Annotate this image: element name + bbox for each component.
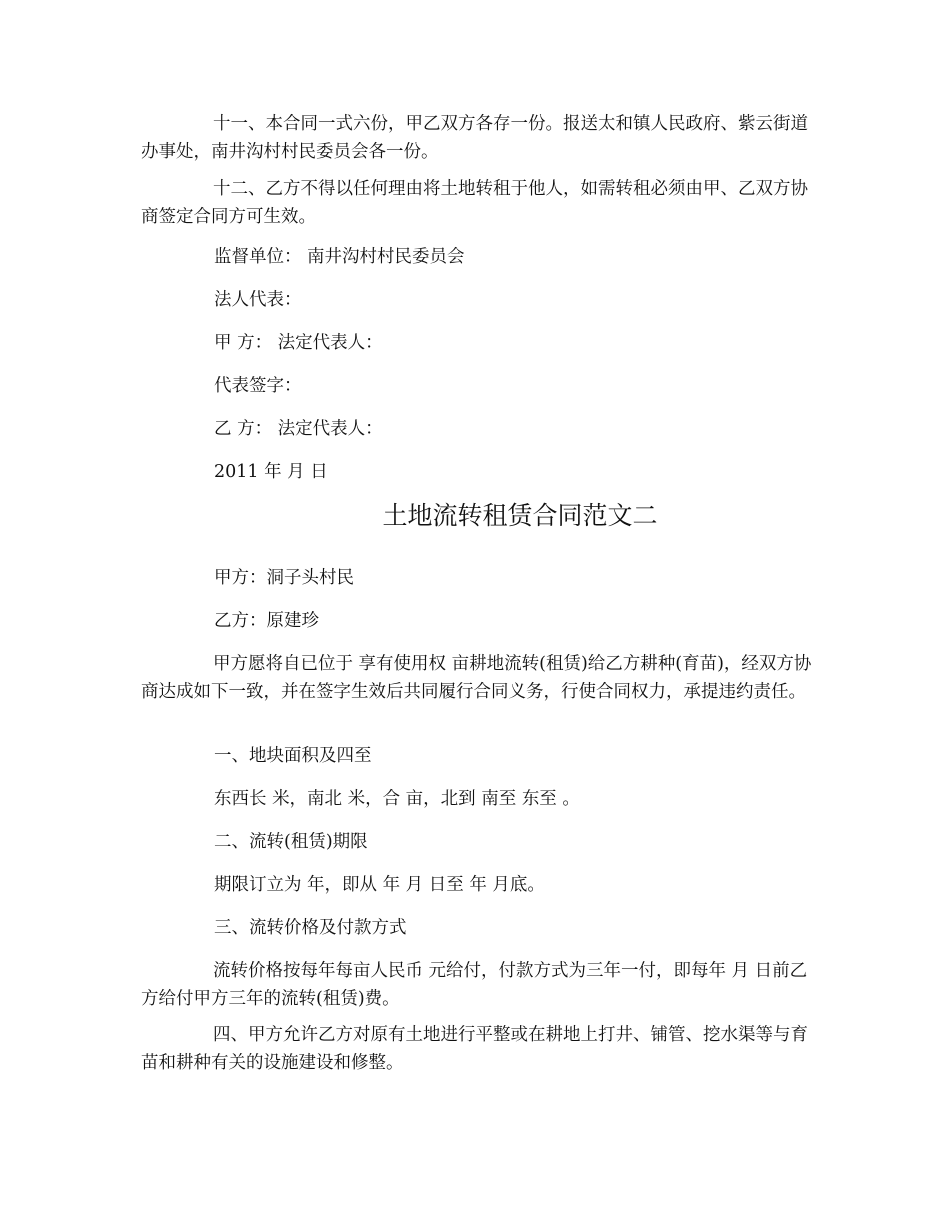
party-a-line: 甲方：洞子头村民: [214, 568, 354, 588]
clause-12-paragraph: 十二、乙方不得以任何理由将土地转租于他人，如需转租必须由甲、乙双方协商签定合同方可生效。: [141, 179, 808, 227]
clause-3-heading: 三、流转价格及付款方式: [214, 918, 407, 938]
party-a-signature-line: 甲 方： 法定代表人：: [214, 333, 383, 353]
date-line: 2011 年 月 日: [214, 462, 328, 482]
legal-rep-line: 法人代表：: [214, 290, 302, 310]
clause-11-paragraph: 十一、本合同一式六份，甲乙双方各存一份。报送太和镇人民政府、紫云街道办事处，南井沟村村民委员会各一份。: [141, 114, 808, 162]
party-b-signature-line: 乙 方： 法定代表人：: [214, 419, 383, 439]
clause-2-text: 期限订立为 年，即从 年 月 日至 年 月底。: [214, 875, 545, 895]
section-title: 土地流转租赁合同范文二: [382, 501, 658, 530]
intro-paragraph: 甲方愿将自已位于 享有使用权 亩耕地流转(租赁)给乙方耕种(育苗)，经双方协商达成如下一致，并在签字生效后共同履行合同义务，行使合同权力，承提违约责任。: [141, 654, 812, 702]
clause-4-paragraph: 四、甲方允许乙方对原有土地进行平整或在耕地上打井、铺管、挖水渠等与育苗和耕种有关的设施建设和修整。: [141, 1025, 808, 1073]
clause-1-heading: 一、地块面积及四至: [214, 746, 372, 766]
clause-3-text: 流转价格按每年每亩人民币 元给付，付款方式为三年一付，即每年 月 日前乙方给付甲方三年的流转(租赁)费。: [141, 961, 808, 1009]
clause-1-text: 东西长 米，南北 米，合 亩，北到 南至 东至 。: [214, 789, 580, 809]
rep-signature-line: 代表签字：: [214, 376, 302, 396]
clause-2-heading: 二、流转(租赁)期限: [214, 832, 368, 852]
supervisor-line: 监督单位： 南井沟村村民委员会: [214, 247, 465, 267]
party-b-line: 乙方：原建珍: [214, 611, 319, 631]
